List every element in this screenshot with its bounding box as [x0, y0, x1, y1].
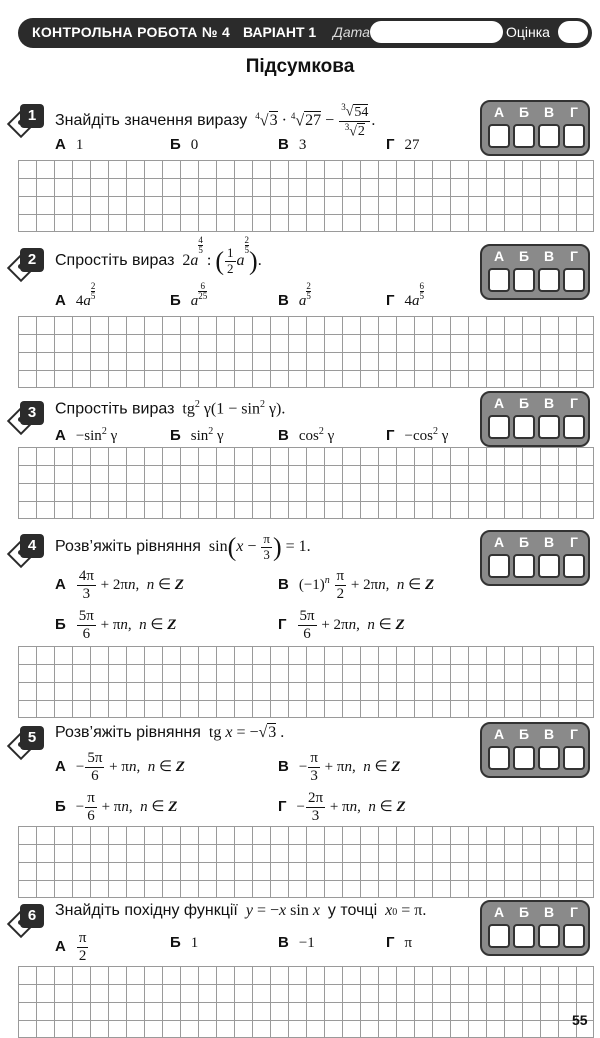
option-b[interactable]: Б − $\frac{\pi}{6}$ + πn, n ∈ Z — [55, 790, 178, 825]
answer-box: А Б В Г — [480, 244, 590, 300]
answer-cell-b[interactable] — [513, 268, 535, 292]
option-c[interactable]: В −1 — [278, 934, 315, 951]
answer-cell-d[interactable] — [563, 268, 585, 292]
option-c[interactable]: В − $\frac{\pi}{3}$ + πn, n ∈ Z — [278, 750, 401, 785]
date-field[interactable] — [370, 21, 503, 43]
answer-cell-c[interactable] — [538, 124, 560, 148]
option-a[interactable]: $А -\sin^2$ γ — [55, 426, 118, 444]
option-d[interactable]: Г − $\frac{2\pi}{3}$ + πn, n ∈ Z — [278, 790, 406, 825]
task-question: Спростіть вираз $tg^2$ $\gamma(1 - \sin^2 \gamma)$. — [55, 399, 286, 418]
option-d[interactable]: Г 27 — [386, 136, 420, 153]
answer-cell-b[interactable] — [513, 746, 535, 770]
answer-cell-c[interactable] — [538, 415, 560, 439]
answer-cell-c[interactable] — [538, 554, 560, 578]
answer-box: А Б В Г — [480, 530, 590, 586]
test-title: КОНТРОЛЬНА РОБОТА № 4 — [32, 24, 231, 40]
answer-box: А Б В Г — [480, 900, 590, 956]
date-label: Дата — [333, 24, 370, 40]
answer-cell-a[interactable] — [488, 268, 510, 292]
answer-box: А Б В Г — [480, 100, 590, 156]
answer-cell-d[interactable] — [563, 124, 585, 148]
option-d[interactable]: Г $\frac{5\pi}{6}$ + 2πn, n ∈ Z — [278, 608, 405, 643]
option-a[interactable]: А 4a $\frac{2}{5}$ — [55, 281, 96, 309]
work-grid[interactable] — [18, 826, 594, 898]
answer-cell-a[interactable] — [488, 415, 510, 439]
task-question: Розв’яжіть рівняння tg x = −√3 . — [55, 724, 285, 741]
task-number-badge: 6 — [12, 900, 42, 930]
answer-box: А Б В Г — [480, 391, 590, 447]
task-number-badge: 2 — [12, 244, 42, 274]
option-d[interactable]: $Г -\cos^2$ γ — [386, 426, 449, 444]
answer-cell-c[interactable] — [538, 924, 560, 948]
answer-cell-c[interactable] — [538, 746, 560, 770]
option-c[interactable]: В 3 — [278, 136, 307, 153]
page-title: Підсумкова — [245, 56, 355, 77]
option-b[interactable]: Б $\frac{5\pi}{6}$ + πn, n ∈ Z — [55, 608, 177, 643]
answer-cell-b[interactable] — [513, 415, 535, 439]
work-grid[interactable] — [18, 646, 594, 718]
answer-box: А Б В Г — [480, 722, 590, 778]
option-a[interactable]: А 1 — [55, 136, 84, 153]
answer-cell-a[interactable] — [488, 124, 510, 148]
answer-cell-d[interactable] — [563, 746, 585, 770]
option-a[interactable]: А $\frac{4\pi}{3}$ + 2πn, n ∈ Z — [55, 568, 184, 603]
task-number-badge: 1 — [12, 100, 42, 130]
answer-cell-b[interactable] — [513, 124, 535, 148]
answer-cell-a[interactable] — [488, 746, 510, 770]
answer-cell-d[interactable] — [563, 415, 585, 439]
option-b[interactable]: Б a $\frac{6}{25}$ — [170, 281, 208, 309]
work-grid[interactable] — [18, 316, 594, 388]
task-number-badge: 5 — [12, 722, 42, 752]
task-question: Спростіть вираз 2a $\frac{4}{5}$ : ( $\frac{1}{2}$ a $\frac{2}{5}$ ). — [55, 235, 262, 276]
option-c[interactable]: В $(-1)^n$ $\frac{\pi}{2}$ + 2πn, n ∈ Z — [278, 568, 435, 603]
work-grid[interactable] — [18, 447, 594, 519]
answer-cell-b[interactable] — [513, 924, 535, 948]
header-bar — [18, 18, 592, 48]
answer-cell-a[interactable] — [488, 554, 510, 578]
work-grid[interactable] — [18, 160, 594, 232]
answer-cell-c[interactable] — [538, 268, 560, 292]
answer-cell-b[interactable] — [513, 554, 535, 578]
grade-label: Оцінка — [506, 24, 550, 40]
task-question: Розв’яжіть рівняння sin(x − $\frac{\pi}{3}$ ) = 1. — [55, 531, 311, 562]
task-question: Знайдіть значення виразу $^4$√3 · $^4$√27 − $\frac{^3√54}{^3√2}$ . — [55, 102, 376, 140]
answer-cell-d[interactable] — [563, 924, 585, 948]
work-grid[interactable] — [18, 966, 594, 1038]
answer-cell-a[interactable] — [488, 924, 510, 948]
option-b[interactable]: Б 1 — [170, 934, 199, 951]
option-a[interactable]: А − $\frac{5\pi}{6}$ + πn, n ∈ Z — [55, 750, 185, 785]
task-number-badge: 3 — [12, 397, 42, 427]
option-b[interactable]: Б $\sin^2 \gamma$ — [170, 426, 224, 444]
page-number: 55 — [572, 1012, 588, 1028]
option-d[interactable]: Г π — [386, 934, 413, 951]
grade-field[interactable] — [558, 21, 588, 43]
option-c[interactable]: В a $\frac{2}{5}$ — [278, 281, 311, 309]
option-a[interactable]: А $\frac{\pi}{2}$ — [55, 930, 87, 965]
task-question: Знайдіть похідну функції y = −x sin x у точці x0 = π. — [55, 902, 427, 919]
answer-cell-d[interactable] — [563, 554, 585, 578]
variant-label: ВАРІАНТ 1 — [243, 24, 317, 40]
option-b[interactable]: Б 0 — [170, 136, 199, 153]
option-c[interactable]: В $\cos^2 \gamma$ — [278, 426, 335, 444]
option-d[interactable]: Г 4a $\frac{6}{5}$ — [386, 281, 425, 309]
task-number-badge: 4 — [12, 530, 42, 560]
